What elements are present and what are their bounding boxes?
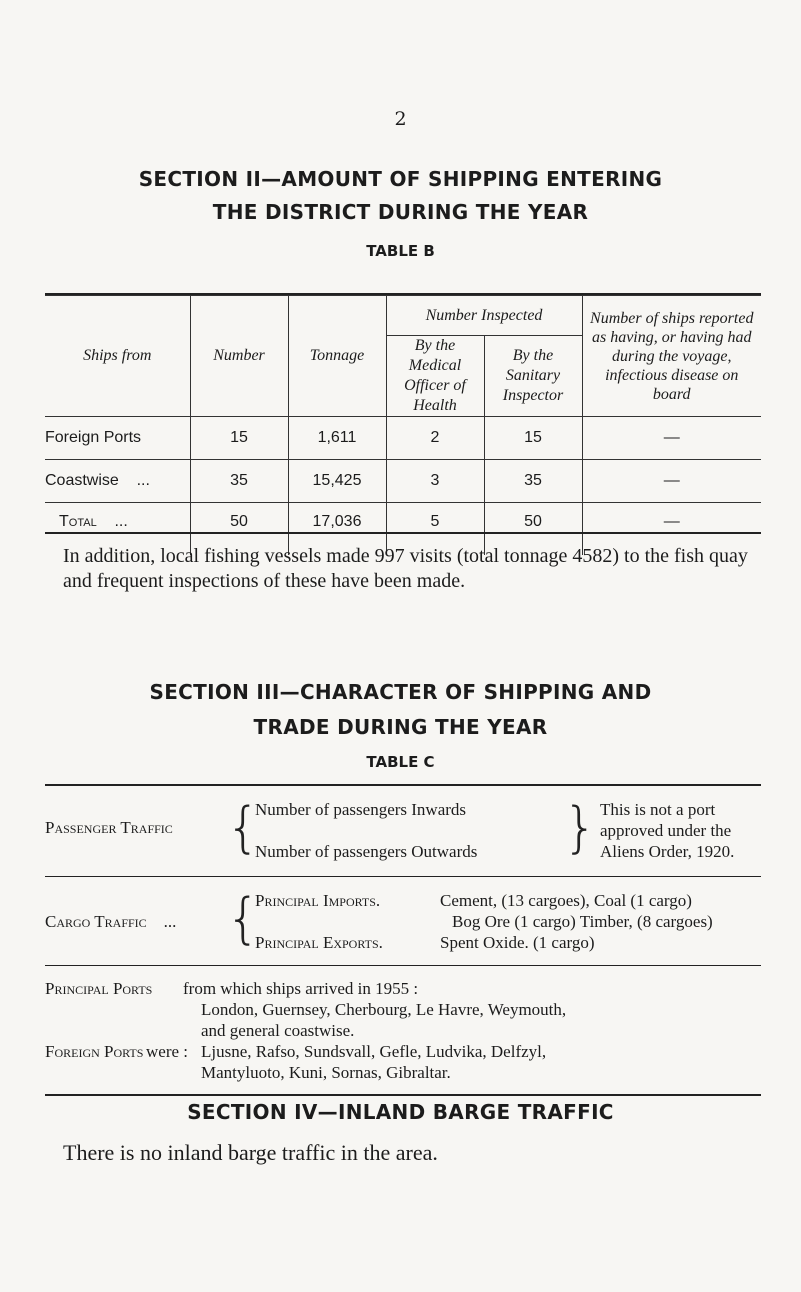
principal-ports-line-1: London, Guernsey, Cherbourg, Le Havre, Weymouth, — [201, 1000, 567, 1019]
row-foreign-ports-label: Foreign Ports — [45, 417, 190, 460]
row-coastwise-tonnage: 15,425 — [288, 460, 386, 503]
passenger-left-brace: { — [226, 796, 261, 859]
table-c-label: TABLE C — [366, 753, 435, 771]
table-b — [45, 295, 761, 555]
header-ships-from: Ships from — [45, 296, 190, 417]
row-coastwise-label: Coastwise ... — [45, 460, 190, 503]
passenger-traffic-label: Passenger Traffic — [45, 818, 173, 837]
foreign-ports-were: were : — [146, 1042, 189, 1061]
page-number: 2 — [394, 108, 407, 130]
cargo-traffic-label: Cargo Traffic ... — [45, 912, 177, 931]
row-total-sanitary: 50 — [484, 503, 582, 556]
header-medical-officer: By the Medical Officer of Health — [386, 336, 484, 417]
section-3-title-line-1: SECTION III—CHARACTER OF SHIPPING AND — [149, 680, 652, 704]
row-foreign-infectious: — — [582, 417, 761, 460]
header-sanitary-inspector: By the Sanitary Inspector — [484, 336, 582, 417]
section-4-text: There is no inland barge traffic in the area. — [63, 1140, 438, 1165]
row-coastwise-number: 35 — [190, 460, 288, 503]
imports-line-1: Cement, (13 cargoes), Coal (1 cargo) — [440, 891, 692, 910]
row-total-label: Total ... — [45, 503, 190, 556]
foreign-ports-line-2: Mantyluoto, Kuni, Sornas, Gibraltar. — [201, 1063, 451, 1082]
aliens-note-line-3: Aliens Order, 1920. — [600, 842, 735, 861]
row-total-number: 50 — [190, 503, 288, 556]
aliens-note-line-2: approved under the — [600, 821, 732, 840]
row-foreign-moh: 2 — [386, 417, 484, 460]
header-number-inspected: Number Inspected — [386, 296, 582, 336]
principal-ports-label: Principal Ports — [45, 979, 153, 998]
row-foreign-number: 15 — [190, 417, 288, 460]
section-2-title-line-2: THE DISTRICT DURING THE YEAR — [212, 200, 589, 224]
table-b-label: TABLE B — [366, 242, 435, 260]
passengers-outwards: Number of passengers Outwards — [255, 842, 478, 861]
row-coastwise-sanitary: 35 — [484, 460, 582, 503]
imports-line-2: Bog Ore (1 cargo) Timber, (8 cargoes) — [452, 912, 713, 931]
section-4-title: SECTION IV—INLAND BARGE TRAFFIC — [187, 1100, 614, 1124]
table-row — [45, 460, 761, 503]
foreign-ports-label: Foreign Ports — [45, 1042, 144, 1061]
header-number: Number — [190, 296, 288, 417]
table-c-divider-1 — [45, 876, 761, 877]
row-foreign-tonnage: 1,611 — [288, 417, 386, 460]
row-total-moh: 5 — [386, 503, 484, 556]
row-coastwise-infectious: — — [582, 460, 761, 503]
principal-ports-line-2: and general coastwise. — [201, 1021, 355, 1040]
foreign-ports-line-1: Ljusne, Rafso, Sundsvall, Gefle, Ludvika, Delfzyl, — [201, 1042, 547, 1061]
section-3-title-line-2: TRADE DURING THE YEAR — [253, 715, 548, 739]
table-c-divider-2 — [45, 965, 761, 966]
table-c-top-rule — [45, 784, 761, 786]
row-foreign-sanitary: 15 — [484, 417, 582, 460]
table-b-bottom-rule — [45, 532, 761, 534]
row-total-tonnage: 17,036 — [288, 503, 386, 556]
cargo-left-brace: { — [226, 887, 261, 950]
table-row — [45, 417, 761, 460]
row-total-infectious: — — [582, 503, 761, 556]
passengers-inwards: Number of passengers Inwards — [255, 800, 467, 819]
fishing-vessels-note: In addition, local fishing vessels made 997 visits (total tonnage 4582) to the fish quay and frequent inspections of these have been made. — [63, 545, 748, 592]
header-tonnage: Tonnage — [288, 296, 386, 417]
row-coastwise-moh: 3 — [386, 460, 484, 503]
principal-ports-intro: from which ships arrived in 1955 : — [183, 979, 419, 998]
principal-imports-label: Principal Imports. — [255, 891, 381, 910]
section-2-title-line-1: SECTION II—AMOUNT OF SHIPPING ENTERING — [138, 167, 663, 191]
passenger-right-brace: } — [563, 796, 598, 859]
principal-exports-label: Principal Exports. — [255, 933, 383, 952]
aliens-note-line-1: This is not a port — [600, 800, 716, 819]
header-infectious: Number of ships reported as having, or having had during the voyage, infectious disease on board — [582, 296, 761, 417]
exports-line: Spent Oxide. (1 cargo) — [440, 933, 595, 952]
